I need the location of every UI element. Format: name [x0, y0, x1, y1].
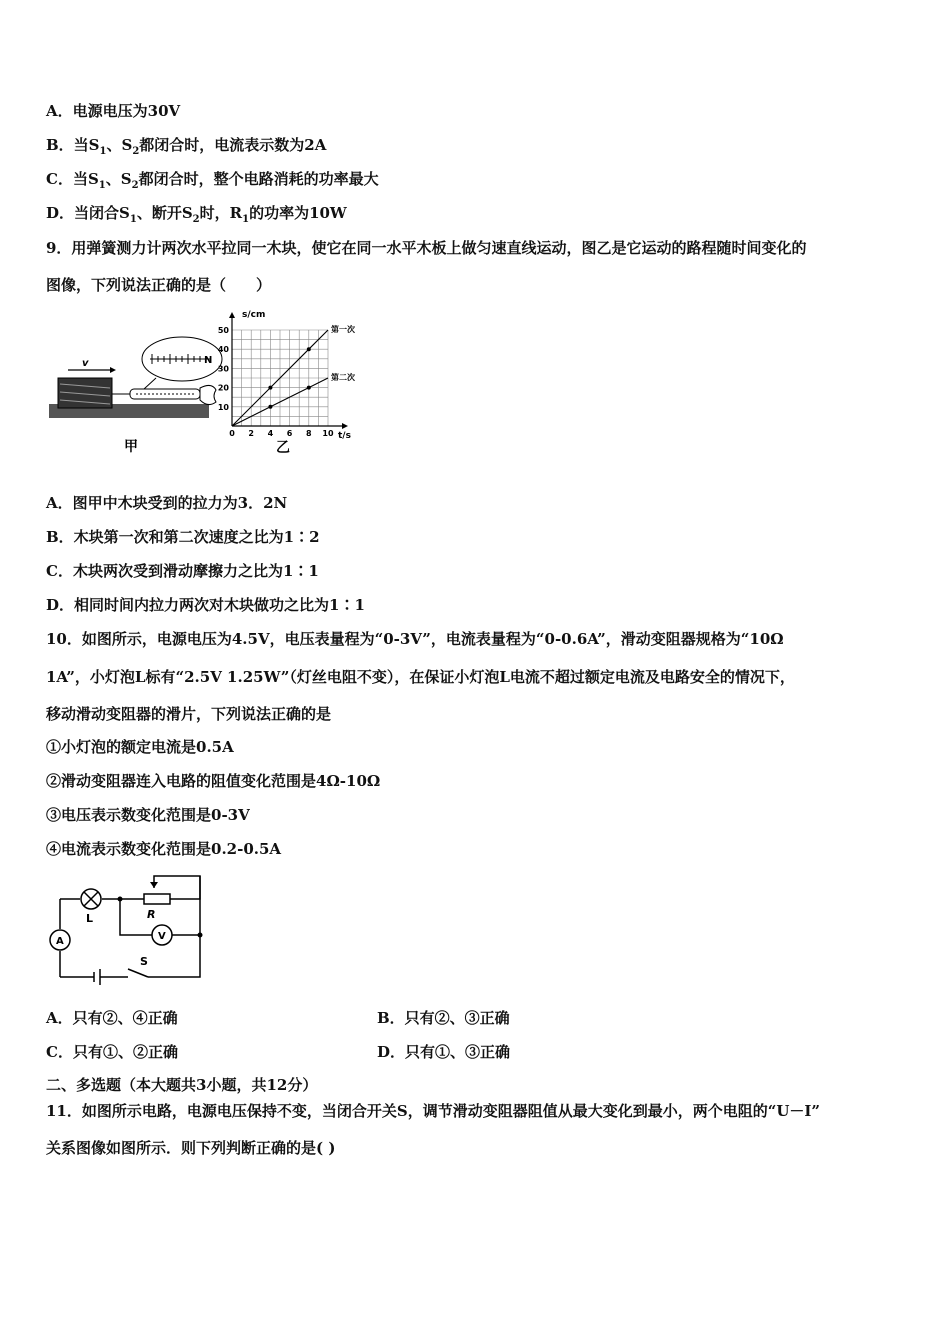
- q10-stem-line1: 10．如图所示，电源电压为4.5V，电压表量程为“0-3V”，电流表量程为“0-0.6A”，滑动变阻器规格为“10Ω: [46, 630, 784, 648]
- y-tick-label: 30: [217, 364, 229, 374]
- junction-dot: [198, 933, 203, 938]
- rheostat: [144, 894, 170, 904]
- y-tick-label: 10: [217, 402, 229, 412]
- figure-jia: [44, 326, 219, 461]
- q10-option-d: D．只有①、③正确: [377, 1043, 511, 1061]
- hand-icon: [200, 385, 216, 404]
- legend-label: 第二次: [331, 373, 355, 382]
- y-tick-label: 20: [217, 383, 229, 393]
- x-tick-label: 4: [267, 429, 274, 438]
- v-label: v: [82, 358, 89, 369]
- q10-statement-4: ④电流表示数变化范围是0.2-0.5A: [46, 840, 282, 858]
- y-tick-label: 50: [217, 326, 229, 335]
- y-tick-label: 40: [217, 345, 229, 355]
- q11-stem-line1: 11．如图所示电路，电源电压保持不变，当闭合开关S，调节滑动变阻器阻值从最大变化到最小，两个电阻的“U－I”: [46, 1102, 821, 1120]
- switch-label: S: [140, 955, 148, 968]
- data-point: [268, 405, 272, 409]
- q10-option-c: C．只有①、②正确: [46, 1043, 178, 1061]
- q9-stem-line1: 9．用弹簧测力计两次水平拉同一木块，使它在同一水平木板上做匀速直线运动，图乙是它运动的路程随时间变化的: [46, 239, 807, 257]
- battery-icon: [60, 969, 100, 985]
- zoom-line: [144, 378, 156, 389]
- data-point: [268, 386, 272, 390]
- q9-option-d: D．相同时间内拉力两次对木块做功之比为1∶1: [46, 596, 365, 614]
- q10-statement-2: ②滑动变阻器连入电路的阻值变化范围是4Ω-10Ω: [46, 772, 381, 790]
- y-axis-arrow: [229, 312, 235, 318]
- rheostat-label: R: [147, 908, 156, 921]
- q10-option-b: B．只有②、③正确: [377, 1009, 510, 1027]
- q10-statement-3: ③电压表示数变化范围是0-3V: [46, 806, 250, 824]
- q9-option-b: B．木块第一次和第二次速度之比为1∶2: [46, 528, 320, 546]
- data-point: [307, 386, 311, 390]
- q8-option-a: A．电源电压为30V: [46, 102, 181, 120]
- chart-series: [232, 324, 355, 426]
- q8-option-b: B．当$S_1$、$S_2$都闭合时，电流表示数为2A: [46, 136, 327, 157]
- n-label: N: [204, 355, 213, 366]
- section-heading: 二、多选题（本大题共3小题，共12分）: [46, 1076, 318, 1094]
- junction-dot: [118, 897, 123, 902]
- x-tick-label: 2: [248, 429, 254, 438]
- x-tick-label: 10: [322, 429, 334, 438]
- caption-jia: 甲: [124, 439, 138, 455]
- legend-label: 第一次: [331, 325, 355, 334]
- circuit-diagram: [44, 872, 214, 984]
- q10-option-a: A．只有②、④正确: [46, 1009, 178, 1027]
- q10-stem-line3: 移动滑动变阻器的滑片，下列说法正确的是: [46, 705, 332, 723]
- q8-option-c: C．当$S_1$、$S_2$都闭合时，整个电路消耗的功率最大: [46, 170, 379, 191]
- voltmeter-label: V: [158, 931, 166, 942]
- x-tick-label: 8: [306, 429, 312, 438]
- figure-yi-chart: [217, 306, 370, 458]
- caption-yi: 乙: [276, 440, 290, 456]
- arrow-head: [110, 367, 116, 373]
- q9-option-c: C．木块两次受到滑动摩擦力之比为1∶1: [46, 562, 319, 580]
- q10-stem-line2: 1A”，小灯泡L标有“2.5V 1.25W”（灯丝电阻不变），在保证小灯泡L电流不超过额定电流及电路安全的情况下，: [46, 668, 795, 686]
- lamp-label: L: [86, 912, 94, 925]
- ammeter-label: A: [56, 936, 64, 947]
- y-axis-label: s/cm: [242, 310, 266, 320]
- x-axis-label: t/s: [338, 431, 351, 441]
- q8-option-d: D．当闭合$S_1$、断开$S_2$时，$R_1$的功率为10W: [46, 204, 347, 225]
- q10-statement-1: ①小灯泡的额定电流是0.5A: [46, 738, 234, 756]
- switch-icon: [100, 969, 148, 977]
- q9-option-a: A．图甲中木块受到的拉力为3．2N: [46, 494, 288, 512]
- x-tick-label: 0: [229, 429, 235, 438]
- slider-arrow: [150, 882, 158, 888]
- x-axis-arrow: [342, 423, 348, 429]
- data-point: [307, 347, 311, 351]
- q9-stem-line2: 图像，下列说法正确的是（ ）: [46, 276, 272, 294]
- q11-stem-line2: 关系图像如图所示．则下列判断正确的是( ): [46, 1139, 336, 1157]
- x-tick-label: 6: [286, 429, 293, 438]
